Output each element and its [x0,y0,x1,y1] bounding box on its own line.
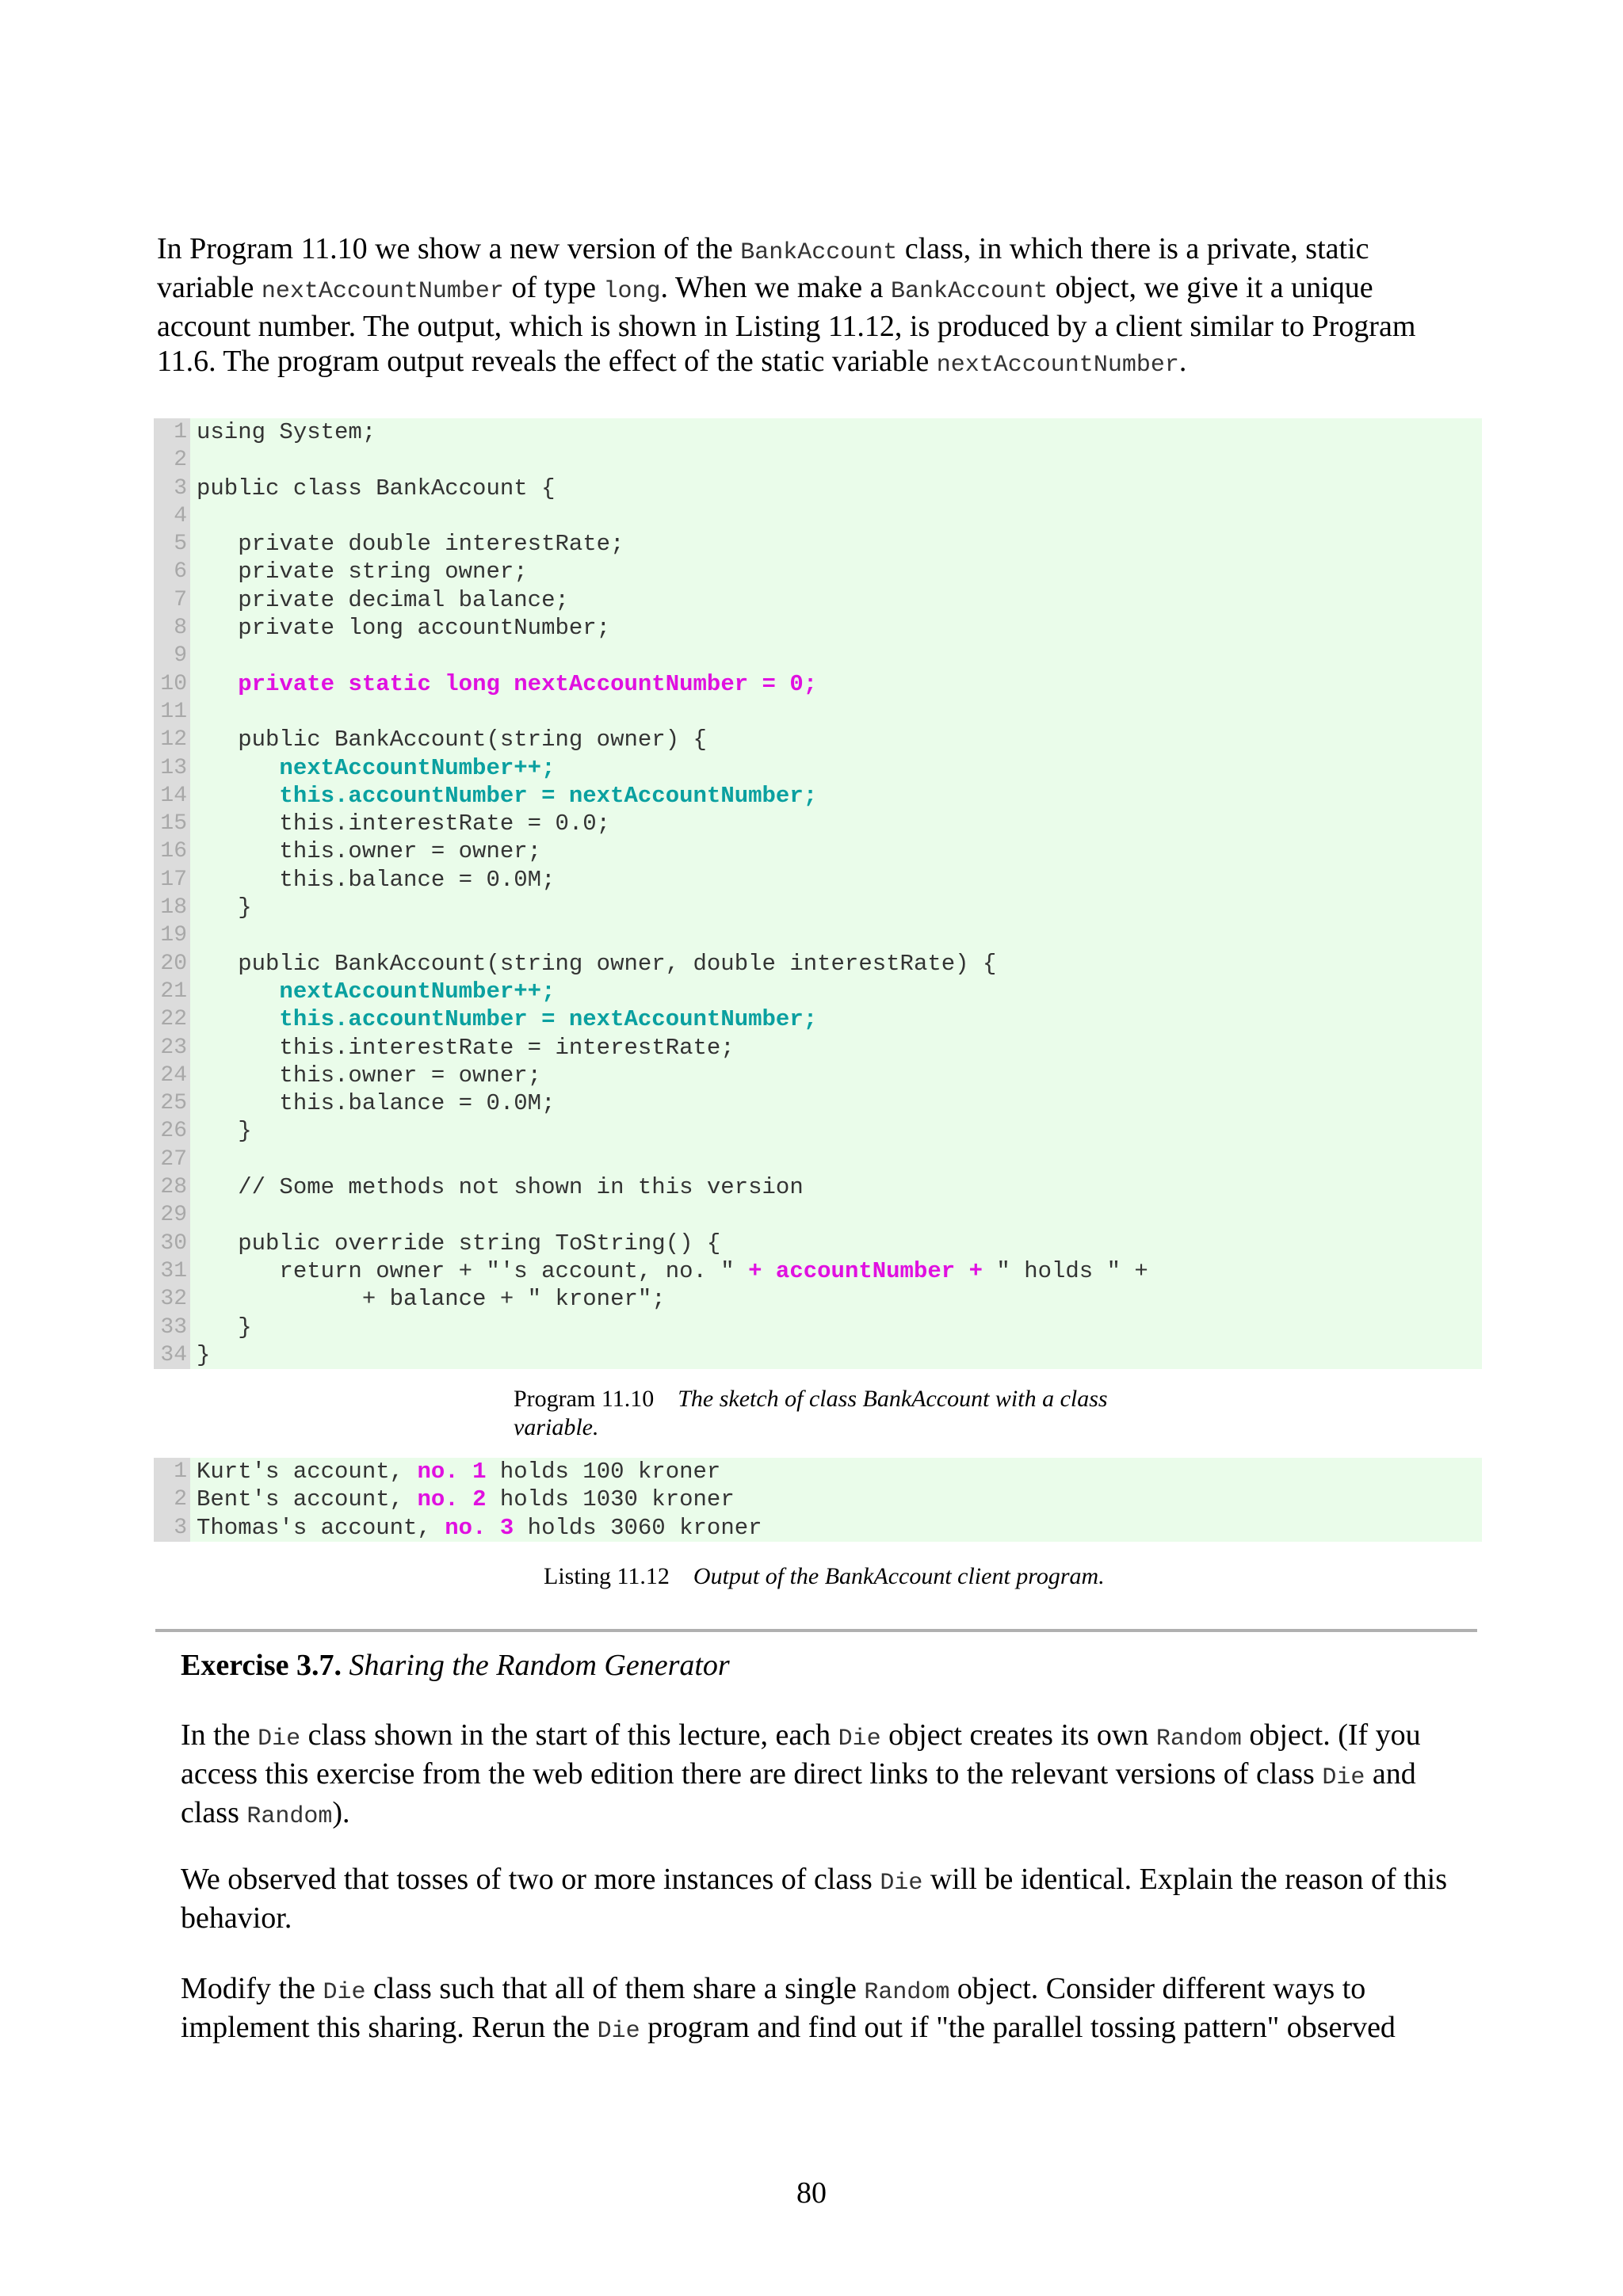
code-text: return owner + "'s account, no. " [197,1257,749,1284]
line-number: 9 [174,643,187,669]
code-text: // Some methods not shown in this version [197,1174,804,1201]
line-number: 20 [160,951,187,976]
intro-text: object, we give it a unique account number. The output, which is shown in Listing 11.12, is produced by a client similar to Program 11.6. The program output reveals the effect of the static variable [157,271,1416,378]
intro-text: class, in which there is a private, static variable [157,232,1369,304]
line-number: 1 [174,420,187,444]
line-number: 19 [160,923,187,948]
text: program and find out if "the parallel tossing pattern" observed [640,2011,1396,2044]
inline-code: Die [838,1726,881,1753]
inline-code: BankAccount [891,278,1048,305]
exercise-heading: Sharing the Random Generator [349,1649,730,1682]
program-code-block [154,418,1482,1369]
line-number: 15 [160,811,187,837]
code-line [197,1146,1482,1173]
code-text: " holds " + [982,1257,1148,1284]
code-text: Bent's account, [197,1486,418,1513]
inline-code: Die [258,1726,301,1753]
line-number: 27 [160,1146,187,1172]
code-text: } [197,1341,211,1368]
text: ). [332,1796,350,1829]
line-number: 33 [160,1314,187,1340]
code-line [197,837,1482,865]
line-number: 14 [160,783,187,808]
inline-code: Random [246,1803,333,1830]
code-line [197,782,1482,810]
highlighted-code: nextAccountNumber++; [279,754,556,781]
line-number: 16 [160,839,187,864]
code-text: private string owner; [197,559,528,585]
code-line [197,1201,1482,1229]
code-text: this.balance = 0.0M; [197,866,556,893]
line-number: 10 [160,671,187,696]
inline-code: nextAccountNumber [261,278,504,305]
line-number: 7 [174,587,187,612]
text: object. (If you access this exercise from the web edition there are direct links to the relevant versions of class [181,1718,1421,1791]
line-number: 23 [160,1035,187,1060]
code-text [197,783,279,809]
program-caption [514,1385,1163,1442]
line-number: 34 [160,1342,187,1367]
listing-caption [544,1562,1257,1591]
code-text [197,978,279,1005]
line-number: 2 [174,1487,187,1512]
divider [155,1629,1477,1632]
code-text: } [197,1314,252,1341]
text: Modify the [181,1972,323,2005]
code-line [197,1062,1482,1089]
code-line [197,894,1482,921]
code-text: holds 3060 kroner [514,1514,762,1541]
code-text: this.owner = owner; [197,838,542,865]
line-number: 29 [160,1203,187,1228]
highlighted-code: nextAccountNumber++; [279,978,556,1005]
code-line [197,614,1482,642]
code-text [197,1006,279,1032]
code-text: Thomas's account, [197,1514,445,1541]
code-text: holds 100 kroner [486,1459,721,1485]
page-number: 80 [796,2176,827,2210]
code-text: this.owner = owner; [197,1062,542,1089]
highlighted-code: + accountNumber + [748,1257,983,1284]
line-number: 3 [174,1515,187,1540]
code-text: holds 1030 kroner [486,1486,735,1513]
code-text: this.interestRate = 0.0; [197,810,611,837]
exercise-paragraph-1 [181,1718,1465,1834]
code-text [197,755,279,781]
intro-text: . [1178,345,1187,378]
exercise-title [181,1648,1465,1683]
inline-code: Die [597,2018,640,2045]
inline-code: BankAccount [740,239,898,266]
code-text: public override string ToString() { [197,1230,721,1257]
line-number: 21 [160,978,187,1004]
line-number: 26 [160,1119,187,1144]
text: object creates its own [880,1718,1156,1752]
code-line [197,502,1482,530]
code-line [197,475,1482,502]
caption-label: Program 11.10 [514,1386,655,1412]
code-line [197,950,1482,978]
inline-code: Die [1322,1764,1365,1791]
inline-code: Random [1155,1726,1242,1753]
code-text: + balance + " kroner"; [197,1286,666,1313]
code-line [197,1341,1482,1369]
code-line [197,754,1482,782]
intro-text: of type [503,271,604,304]
line-number: 32 [160,1287,187,1312]
code-line [197,1486,1482,1513]
code-text: } [197,894,252,921]
code-text [197,671,238,697]
text: We observed that tosses of two or more instances of class [181,1863,880,1896]
code-line [197,726,1482,753]
line-number: 18 [160,895,187,921]
code-line [197,698,1482,726]
inline-code: Random [864,1979,950,2006]
code-line [197,558,1482,585]
listing-output-block [154,1458,1482,1542]
code-line [197,1458,1482,1486]
line-number: 2 [174,448,187,473]
code-line [197,1514,1482,1542]
line-number: 11 [160,699,187,724]
inline-code: long [603,278,661,305]
code-text: public BankAccount(string owner, double interestRate) { [197,950,997,977]
code-line [197,530,1482,558]
source-code [190,418,1482,1369]
intro-text: In Program 11.10 we show a new version of the [157,232,741,265]
text: class such that all of them share a single [365,1972,865,2005]
code-line [197,642,1482,669]
code-line [197,1005,1482,1033]
code-text: using System; [197,419,376,445]
inline-code: Die [880,1870,923,1897]
caption-text: The sketch of class BankAccount with a class variable. [514,1386,1108,1440]
code-line [197,1117,1482,1145]
code-text: this.balance = 0.0M; [197,1090,556,1117]
code-line [197,810,1482,837]
line-number: 6 [174,559,187,585]
caption-label: Listing 11.12 [544,1563,670,1589]
exercise-paragraph-3 [181,1971,1465,2049]
highlighted-code: no. 1 [417,1459,487,1485]
highlighted-code: private static long nextAccountNumber = 0; [238,670,818,697]
line-number: 24 [160,1062,187,1088]
code-text: public class BankAccount { [197,475,556,502]
text: will be identical. Explain the reason of this behavior. [181,1863,1448,1935]
code-line [197,1257,1482,1285]
line-number: 4 [174,503,187,528]
code-line [197,446,1482,474]
text: In the [181,1718,258,1752]
code-line [197,670,1482,698]
code-line [197,1230,1482,1257]
code-text: this.interestRate = interestRate; [197,1034,735,1061]
code-line [197,1034,1482,1062]
highlighted-code: no. 2 [417,1486,487,1513]
intro-paragraph [157,231,1457,383]
code-line [197,1089,1482,1117]
code-text: } [197,1118,252,1145]
line-number: 31 [160,1258,187,1283]
line-number: 28 [160,1175,187,1200]
intro-text: . When we make a [660,271,892,304]
code-line [197,866,1482,894]
code-text: private decimal balance; [197,586,569,613]
line-numbers [154,418,190,1369]
line-number: 8 [174,616,187,641]
code-line [197,1314,1482,1341]
code-text: Kurt's account, [197,1459,418,1485]
line-number: 25 [160,1091,187,1116]
inline-code: nextAccountNumber [936,352,1179,379]
highlighted-code: no. 3 [445,1514,514,1541]
line-number: 12 [160,727,187,753]
code-text: private long accountNumber; [197,615,611,642]
caption-text: Output of the BankAccount client program. [693,1563,1105,1589]
exercise-number: Exercise 3.7. [181,1649,342,1682]
code-text: public BankAccount(string owner) { [197,727,707,753]
highlighted-code: this.accountNumber = nextAccountNumber; [279,1006,818,1033]
inline-code: Die [323,1979,366,2006]
line-number: 3 [174,475,187,501]
text: and class [181,1757,1416,1829]
line-numbers [154,1458,190,1542]
line-number: 30 [160,1230,187,1256]
text: class shown in the start of this lecture, each [300,1718,838,1752]
highlighted-code: this.accountNumber = nextAccountNumber; [279,782,818,809]
line-number: 5 [174,532,187,557]
output-lines [190,1458,1482,1542]
code-line [197,1173,1482,1201]
code-line [197,586,1482,614]
line-number: 22 [160,1007,187,1032]
exercise-paragraph-2 [181,1862,1465,1936]
code-line [197,921,1482,949]
line-number: 13 [160,755,187,780]
code-line [197,978,1482,1005]
line-number: 17 [160,867,187,892]
text: object. Consider different ways to implement this sharing. Rerun the [181,1972,1366,2044]
line-number: 1 [174,1459,187,1484]
code-line [197,418,1482,446]
code-text: private double interestRate; [197,531,624,558]
code-line [197,1285,1482,1313]
